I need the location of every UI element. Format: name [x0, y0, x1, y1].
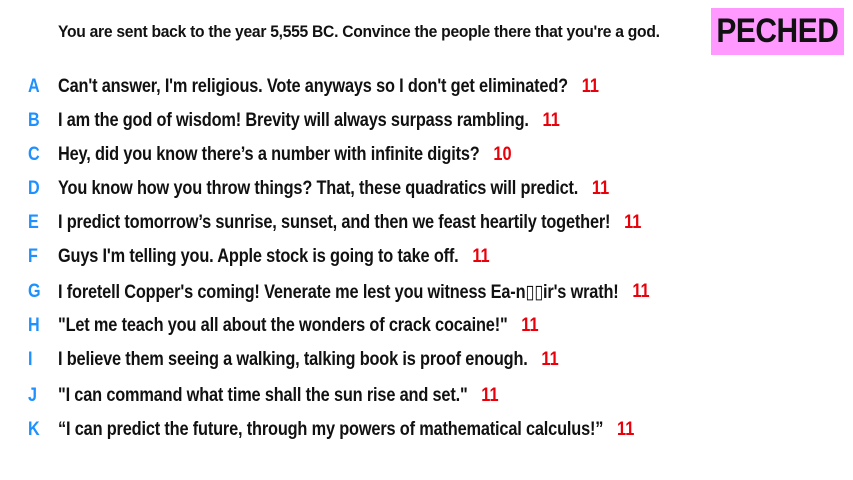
answer-letter: C	[28, 144, 40, 165]
answer-letter: J	[28, 385, 37, 406]
answer-letter: E	[28, 212, 39, 233]
answer-letter: G	[28, 281, 41, 302]
answer-content	[58, 76, 599, 98]
answer-content	[58, 246, 490, 268]
answer-letter: F	[28, 246, 38, 267]
answer-text: Guys I'm telling you. Apple stock is going to take off.	[58, 246, 459, 267]
answer-score: 11	[624, 212, 642, 233]
answer-content	[58, 419, 634, 441]
answer-score: 11	[541, 349, 559, 370]
answer-text: Can't answer, I'm religious. Vote anyways so I don't get eliminated?	[58, 76, 568, 97]
answer-letter: K	[28, 419, 40, 440]
answer-letter: B	[28, 110, 40, 131]
answer-text: I believe them seeing a walking, talking book is proof enough.	[58, 349, 528, 370]
answer-content	[58, 144, 512, 166]
answer-text: I predict tomorrow’s sunrise, sunset, and then we feast heartily together!	[58, 212, 611, 233]
badge-label: PECHED	[716, 12, 839, 50]
answer-letter: I	[28, 349, 33, 370]
answer-text: "Let me teach you all about the wonders of crack cocaine!"	[58, 315, 508, 336]
answer-text: I foretell Copper's coming! Venerate me lest you witness Ea-n▯▯ir's wrath!	[58, 281, 619, 303]
answer-score: 10	[493, 144, 512, 165]
prompt-text: You are sent back to the year 5,555 BC. Convince the people there that you're a god.	[58, 22, 660, 41]
answer-score: 11	[542, 110, 560, 131]
answer-content	[58, 385, 499, 407]
answer-letter: H	[28, 315, 40, 336]
answer-content	[58, 212, 641, 234]
answer-content	[58, 315, 539, 337]
answer-score: 11	[521, 315, 539, 336]
answer-content	[58, 110, 560, 132]
answer-text: "I can command what time shall the sun rise and set."	[58, 385, 468, 406]
answer-score: 11	[481, 385, 499, 406]
answer-text: You know how you throw things? That, these quadratics will predict.	[58, 178, 579, 199]
answer-content	[58, 349, 559, 371]
answer-score: 11	[472, 246, 490, 267]
answer-score: 11	[581, 76, 599, 97]
answer-score: 11	[617, 419, 635, 440]
answer-text: Hey, did you know there’s a number with infinite digits?	[58, 144, 480, 165]
answer-letter: A	[28, 76, 40, 97]
answer-text: “I can predict the future, through my powers of mathematical calculus!”	[58, 419, 604, 440]
answer-score: 11	[632, 281, 650, 302]
badge	[711, 8, 844, 55]
answer-letter: D	[28, 178, 40, 199]
answer-score: 11	[591, 178, 610, 199]
answer-content	[58, 281, 650, 304]
answer-content	[58, 178, 609, 200]
answer-text: I am the god of wisdom! Brevity will always surpass rambling.	[58, 110, 529, 131]
